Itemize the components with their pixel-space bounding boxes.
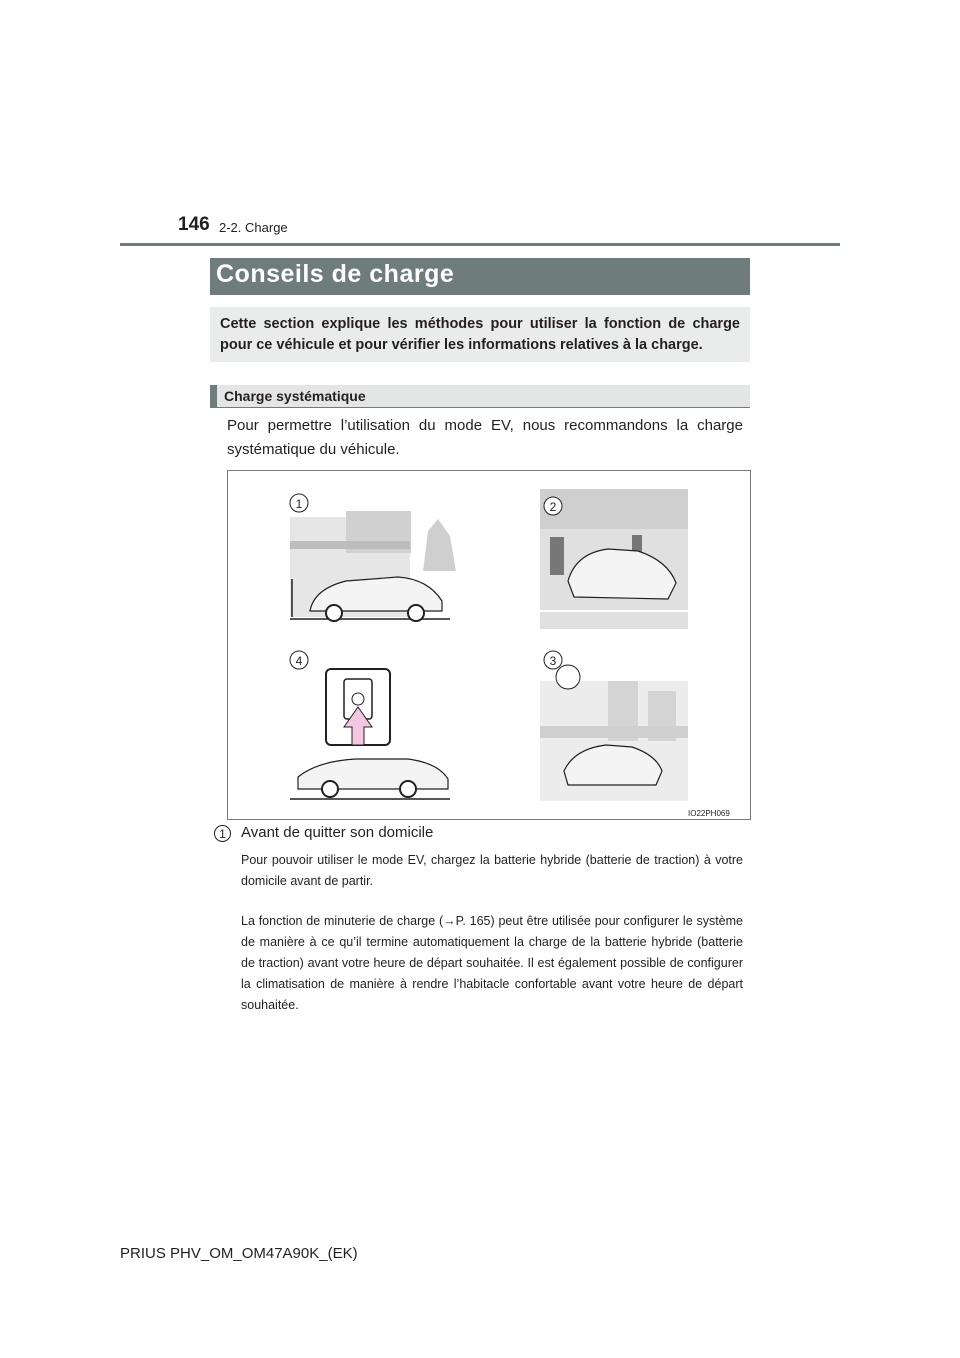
subsection-title: Charge systématique bbox=[224, 388, 366, 404]
svg-text:1: 1 bbox=[295, 497, 303, 511]
outdoor-parking-scene bbox=[540, 665, 688, 801]
figure-code: IO22PH069 bbox=[688, 809, 730, 818]
intro-text: Cette section explique les méthodes pour utiliser la fonction de charge pour ce véhicule et pour vérifier les informations relatives à la charge. bbox=[220, 316, 740, 353]
header-divider bbox=[120, 243, 840, 246]
footer-code: PRIUS PHV_OM_OM47A90K_(EK) bbox=[120, 1245, 358, 1262]
item-title: Avant de quitter son domicile bbox=[241, 824, 434, 841]
item-paragraph: La fonction de minuterie de charge (→P. 165) peut être utilisée pour configurer le système de manière à ce qu’il termine automatiquement la charge de la batterie hybride (batterie de traction) avant votre heure de départ souhaitée. Il est également possible de configurer la climatisation de manière à rendre l’habitacle confortable avant votre heure de départ souhaitée. bbox=[241, 914, 743, 1012]
timer-scene bbox=[290, 669, 450, 799]
svg-text:2: 2 bbox=[549, 500, 557, 514]
page-number: 146 bbox=[178, 214, 210, 235]
garage-charging-scene bbox=[540, 489, 688, 629]
subsection-rule bbox=[210, 407, 750, 408]
svg-text:3: 3 bbox=[549, 654, 557, 668]
item-number-badge: 1 bbox=[214, 825, 231, 842]
page-title: Conseils de charge bbox=[216, 260, 455, 288]
home-charging-scene bbox=[290, 511, 456, 621]
svg-text:4: 4 bbox=[295, 654, 303, 668]
chapter-label: 2-2. Charge bbox=[219, 220, 288, 235]
illustration-svg bbox=[228, 471, 750, 819]
item-paragraph: Pour pouvoir utiliser le mode EV, chargez la batterie hybride (batterie de traction) à votre domicile avant de partir. bbox=[241, 853, 743, 888]
subsection-accent bbox=[210, 385, 217, 407]
charging-illustration bbox=[227, 470, 751, 820]
subsection-body: Pour permettre l’utilisation du mode EV, nous recommandons la charge systématique du véhicule. bbox=[227, 417, 743, 458]
